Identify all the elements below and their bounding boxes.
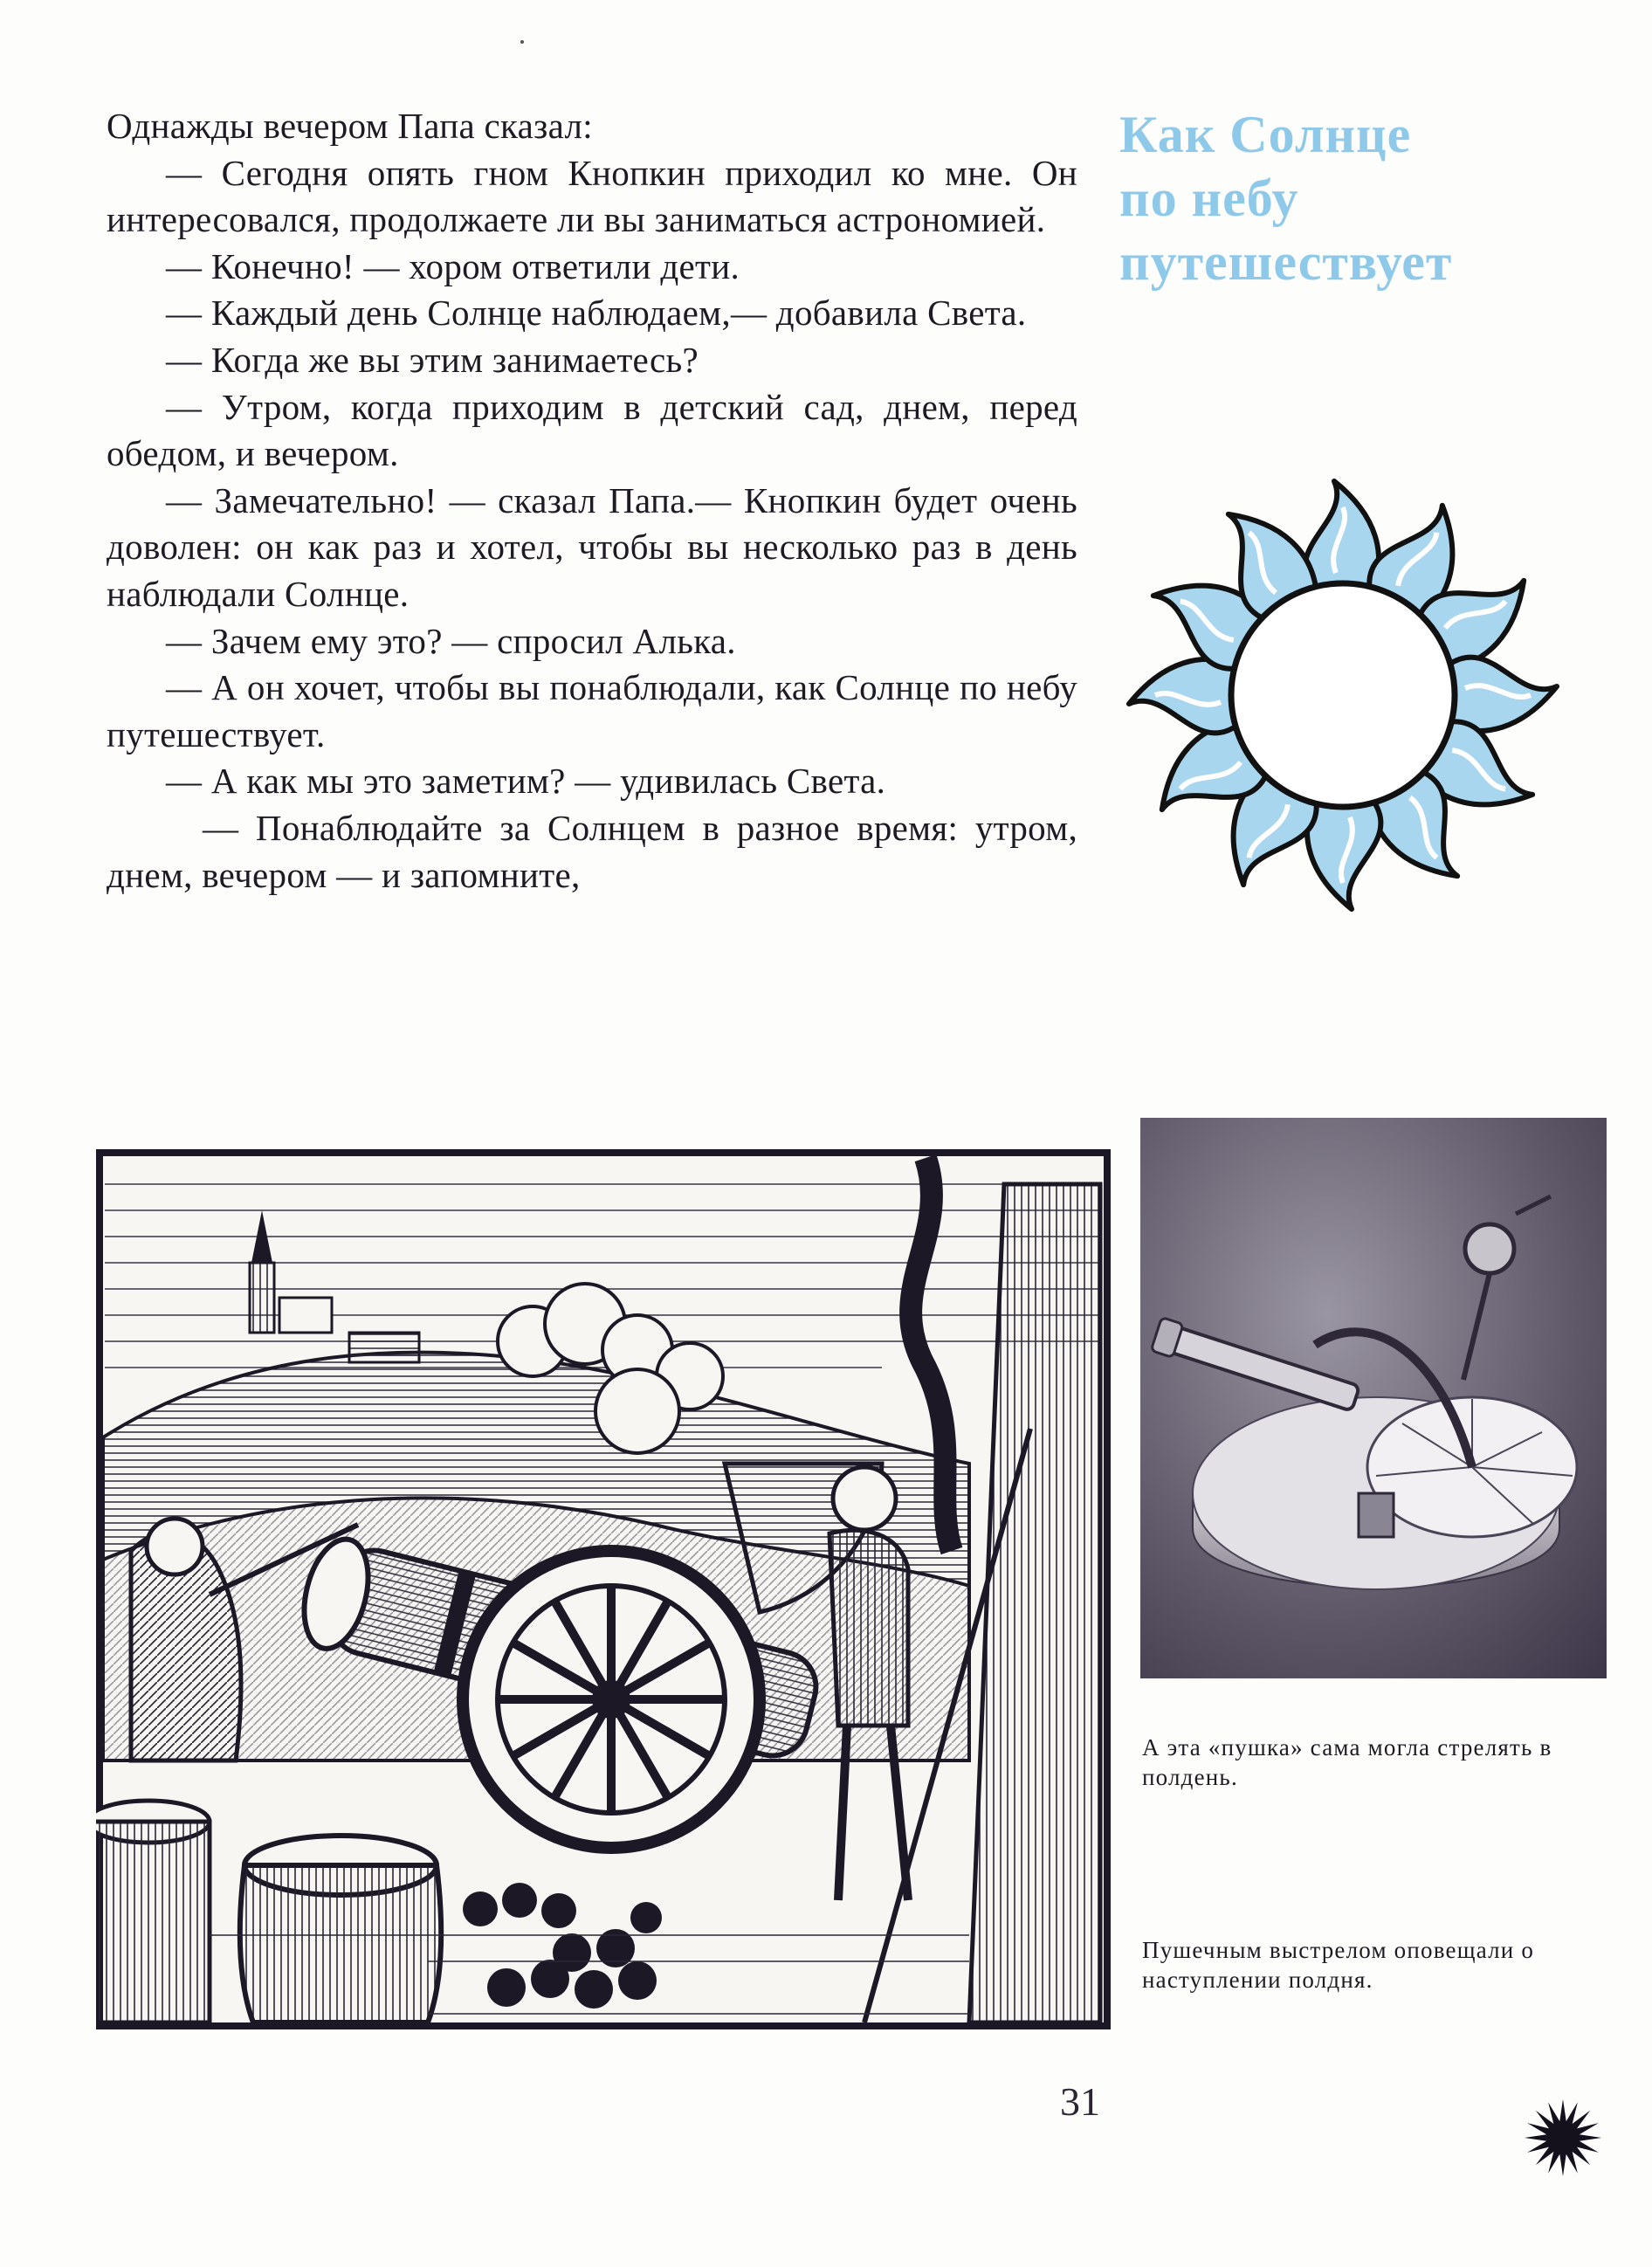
sun-icon <box>1118 440 1572 955</box>
cannon-engraving <box>96 1149 1111 2029</box>
print-speck <box>520 40 524 44</box>
sundial-caption: А эта «пушка» сама могла стрелять в полдень. <box>1142 1734 1552 1790</box>
story-paragraph: — А он хочет, чтобы вы понаблюдали, как Солнце по небу путешествует. <box>107 667 1077 755</box>
heading-line: Как Солнце <box>1119 106 1412 163</box>
story-paragraph: — Конечно! — хором ответили дети. <box>166 245 740 286</box>
chapter-heading <box>1119 103 1608 294</box>
story-paragraph: — Утром, когда приходим в детский сад, днем, перед обедом, и вечером. <box>107 386 1077 474</box>
story-paragraph: — Замечательно! — сказал Папа.— Кнопкин будет очень доволен: он как раз и хотел, чтобы вы несколько раз в день наблюдали Солнце. <box>107 479 1077 614</box>
story-text <box>107 103 1077 899</box>
story-paragraph: — Каждый день Солнце наблюдаем,— добавила Света. <box>166 293 1027 334</box>
story-paragraph: — А как мы это заметим? — удивилась Света. <box>166 761 886 802</box>
star-burst-icon <box>1521 2096 1605 2180</box>
story-paragraph: — Зачем ему это? — спросил Алька. <box>166 620 736 661</box>
story-paragraph: — Понаблюдайте за Солнцем в разное время: утром, днем, вечером — и запомните, <box>107 807 1077 895</box>
story-paragraph: — Сегодня опять гном Кнопкин приходил ко мне. Он интересовался, продолжаете ли вы заниматься астрономией. <box>107 152 1077 240</box>
heading-line: путешествует <box>1119 233 1453 291</box>
heading-line: по небу <box>1119 169 1299 227</box>
story-paragraph: — Когда же вы этим занимаетесь? <box>166 339 699 380</box>
sundial-photo <box>1140 1118 1607 1678</box>
cannon-caption: Пушечным выстрелом оповещали о наступлении полдня. <box>1142 1937 1535 1993</box>
page-number: 31 <box>1060 2079 1100 2124</box>
story-paragraph: Однажды вечером Папа сказал: <box>107 106 593 146</box>
